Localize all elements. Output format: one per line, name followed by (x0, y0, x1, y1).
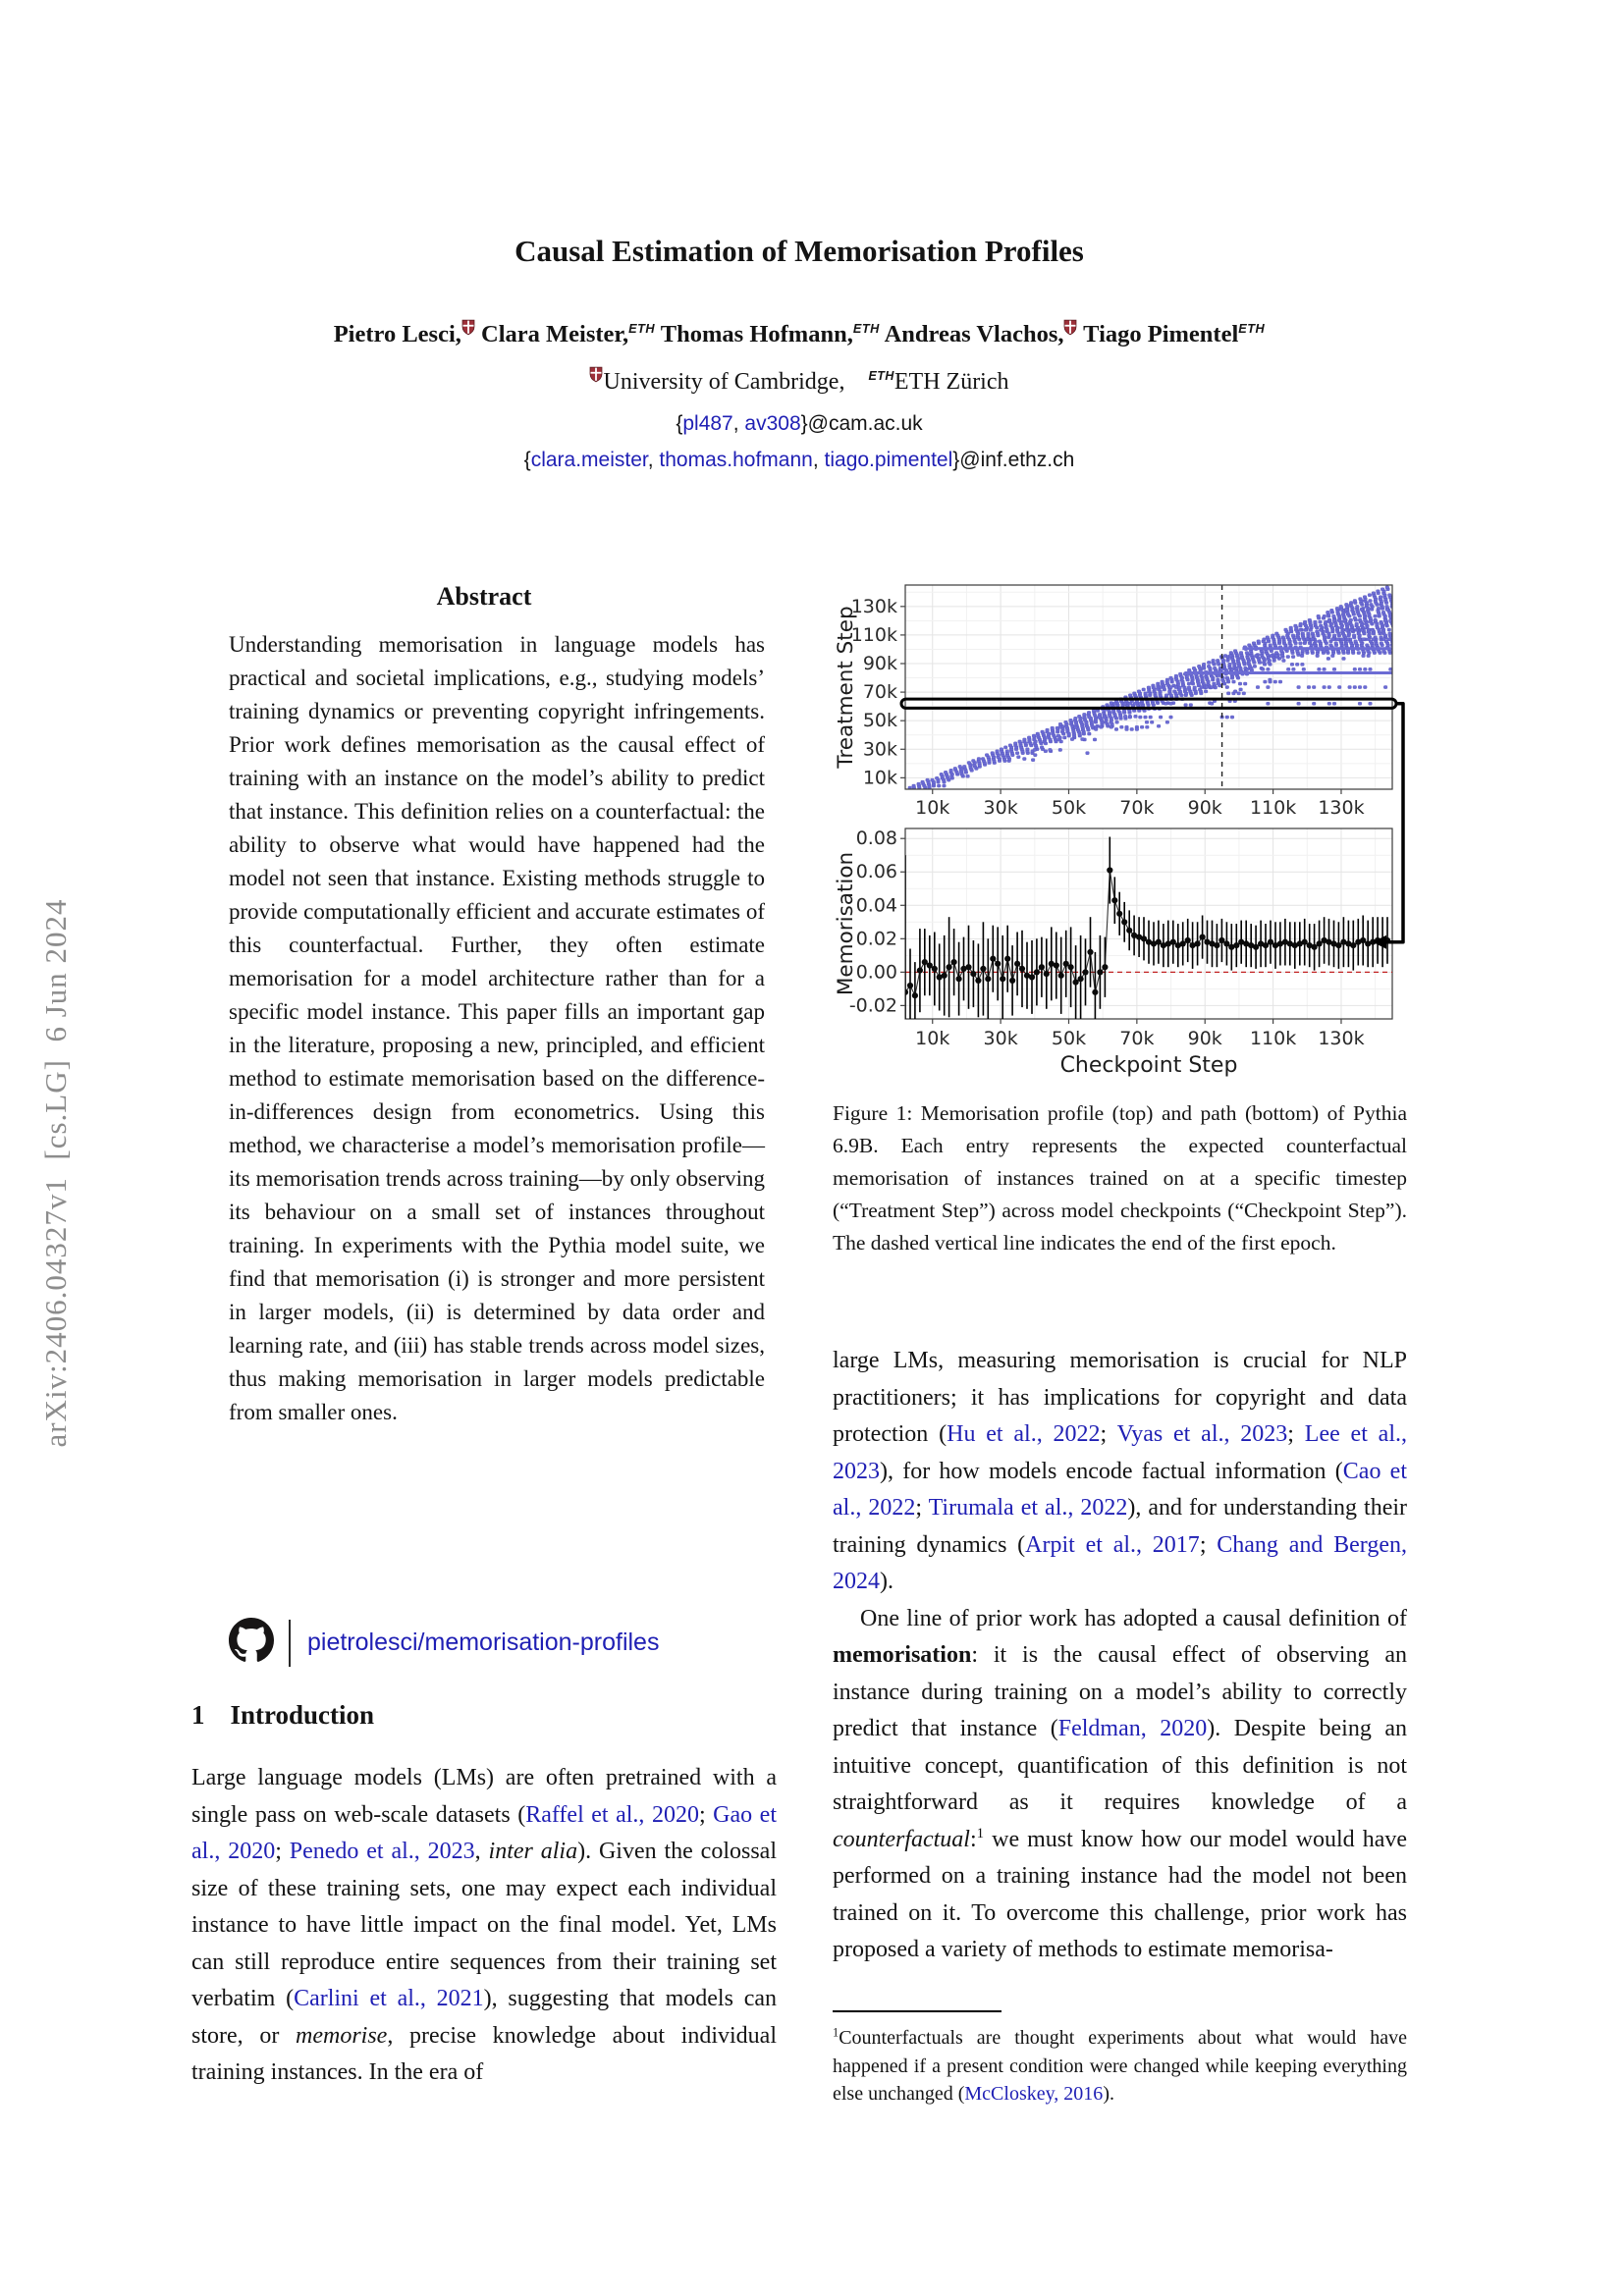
svg-text:130k: 130k (1318, 797, 1365, 819)
svg-text:50k: 50k (1051, 1028, 1087, 1049)
citation-link[interactable]: McCloskey, 2016 (964, 2083, 1104, 2105)
email-link[interactable]: clara.meister (530, 449, 648, 471)
footnote-rule (833, 2010, 1001, 2012)
cambridge-shield-icon (461, 316, 475, 333)
treatment-scatter (908, 586, 1395, 789)
intro-paragraph: Large language models (LMs) are often pretrained with a single pass on web-scale datasets (Raffel et al., 2020; Gao et al., 2020; Penedo et al., 2023, inter alia). Given the colossal size of these training sets, one may expect each individual instance to have little impact on the final model. Yet, LMs can still reproduce entire sequences from their training set verbatim (Carlini et al., 2021), suggesting that models can store, or memorise, precise knowledge about individual training instances. In the era of (191, 1765, 778, 2085)
svg-text:50k: 50k (1051, 797, 1087, 819)
arxiv-stamp: arXiv:2406.04327v1 [cs.LG] 6 Jun 2024 (38, 898, 73, 1448)
svg-text:10k: 10k (915, 1028, 950, 1049)
eth-zurich-logo-icon: ETH (868, 369, 894, 383)
citation-link[interactable]: Penedo et al., 2023 (289, 1839, 475, 1864)
divider (289, 1620, 291, 1667)
connector-line (1385, 704, 1403, 942)
svg-text:70k: 70k (1119, 1028, 1155, 1049)
svg-text:130k: 130k (850, 595, 897, 617)
eth-zurich-logo-icon: ETH (628, 321, 656, 336)
svg-text:90k: 90k (862, 653, 897, 674)
svg-text:0.00: 0.00 (855, 961, 897, 984)
citation-link[interactable]: Vyas et al., 2023 (1116, 1421, 1288, 1447)
figure-1-svg (833, 577, 1407, 1083)
svg-text:50k: 50k (862, 710, 897, 732)
citation-link[interactable]: Lee et al., 2023 (833, 1421, 1408, 1484)
svg-text:110k: 110k (1249, 797, 1297, 819)
cambridge-shield-icon (1063, 316, 1077, 333)
paragraph: large LMs, measuring memorisation is crucial for NLP practitioners; it has implications for copyright and data protection (Hu et al., 2022; Vyas et al., 2023; Lee et al., 2023), for how models encode factual information (Cao et al., 2022; Tirumala et al., 2022), and for understanding their training dynamics (Arpit et al., 2017; Chang and Bergen, 2024). (833, 1348, 1408, 1594)
affiliation-line: University of Cambridge, $^{ETH}$ETH Zürich (191, 363, 1407, 396)
y-axis-label-bottom: Memorisation (834, 851, 858, 996)
citation-link[interactable]: Carlini et al., 2021 (294, 1986, 484, 2011)
svg-text:90k: 90k (1187, 797, 1222, 819)
email-link[interactable]: tiago.pimentel (824, 449, 953, 471)
paper-title: Causal Estimation of Memorisation Profiles (514, 234, 1084, 268)
section-heading-introduction (191, 1700, 777, 1731)
eth-zurich-logo-icon: ETH (1238, 321, 1266, 336)
svg-text:0.06: 0.06 (855, 861, 897, 883)
svg-text:110k: 110k (850, 623, 897, 646)
svg-text:10k: 10k (862, 767, 897, 789)
author-line: Pietro Lesci, Clara Meister,$^{ETH}$ Thomas Hofmann,$^{ETH}$ Andreas Vlachos, Tiago Pimentel$^{ETH}$ (191, 316, 1407, 348)
citation-link[interactable]: Feldman, 2020 (1057, 1716, 1208, 1741)
svg-text:30k: 30k (983, 797, 1018, 819)
y-axis-label-top: Treatment Step (834, 606, 858, 769)
github-icon (229, 1618, 274, 1668)
abstract-heading: Abstract (436, 582, 532, 611)
email-line-eth: {clara.meister, thomas.hofmann, tiago.pimentel}@inf.ethz.ch (523, 449, 1075, 471)
svg-text:110k: 110k (1249, 1028, 1297, 1049)
svg-text:30k: 30k (983, 1028, 1018, 1049)
x-axis-label-bottom: Checkpoint Step (1059, 1053, 1238, 1078)
connector-arrowhead (1373, 935, 1386, 949)
svg-text:0.02: 0.02 (855, 928, 897, 950)
email-link[interactable]: av308 (744, 412, 801, 435)
svg-text:90k: 90k (1187, 1028, 1222, 1049)
svg-text:0.04: 0.04 (855, 894, 897, 917)
column2-body (833, 1343, 1407, 1969)
github-repo-link[interactable]: pietrolesci/memorisation-profiles (307, 1629, 660, 1656)
abstract-text: Understanding memorisation in language models has practical and societal implications, e.g., studying models’ training dynamics or preventing copyright infringements. Prior work defines memorisation as the causal effect of training with an instance on the model’s ability to predict that instance. This definition relies on a counterfactual: the ability to observe what would have happened had the model not seen that instance. Existing methods struggle to provide computationally efficient and accurate estimates of this counterfactual. Further, they often estimate memorisation for a model architecture rather than for a specific model instance. This paper fills an important gap in the literature, proposing a new, principled, and efficient method to estimate memorisation based on the difference-in-differences design from econometrics. Using this method, we characterise a model’s memorisation profile—its memorisation trends across training—by only observing its behaviour on a small set of instances throughout training. In experiments with the Pythia model suite, we find that memorisation (i) is stronger and more persistent in larger models, (ii) is determined by data order and learning rate, and (iii) has stable trends across model sizes, thus making memorisation in larger models predictable from smaller ones. (229, 632, 765, 1424)
svg-text:-0.02: -0.02 (848, 994, 897, 1017)
figure-1-caption: Figure 1: Memorisation profile (top) and path (bottom) of Pythia 6.9B. Each entry represents the expected counterfactual memorisation of instances trained on at a specific timestep (“Treatment Step”) across model checkpoints (“Checkpoint Step”). The dashed vertical line indicates the end of the first epoch. (833, 1101, 1407, 1255)
section-title: Introduction (230, 1700, 375, 1730)
github-repo-row[interactable] (229, 1618, 759, 1668)
citation-link[interactable]: Arpit et al., 2017 (1025, 1531, 1200, 1558)
citation-link[interactable]: Tirumala et al., 2022 (928, 1495, 1128, 1521)
cambridge-shield-icon (589, 363, 603, 380)
svg-text:10k: 10k (915, 797, 950, 819)
citation-link[interactable]: Chang and Bergen, 2024 (833, 1531, 1407, 1594)
svg-text:30k: 30k (862, 738, 897, 761)
section-number: 1 (191, 1700, 205, 1730)
email-line-cambridge: {pl487, av308}@cam.ac.uk (676, 412, 923, 435)
email-link[interactable]: pl487 (682, 412, 733, 435)
citation-link[interactable]: Gao et al., 2020 (191, 1801, 778, 1864)
citation-link[interactable]: Raffel et al., 2020 (525, 1801, 699, 1828)
svg-text:70k: 70k (862, 681, 897, 704)
email-link[interactable]: thomas.hofmann (659, 449, 813, 471)
paragraph: One line of prior work has adopted a causal definition of memorisation: it is the causal effect of observing an instance during training on a model’s ability to correctly predict that instance (Feldman, 2020). Despite being an intuitive concept, quantification of this definition is not straightforward as it requires knowledge of a counterfactual:$^1$ we must know how our model would have performed on a training instance had the model not been trained on it. To overcome this challenge, prior work has proposed a variety of methods to estimate memorisa- (833, 1605, 1407, 1962)
figure-1-charts (833, 577, 1407, 1083)
svg-text:130k: 130k (1318, 1028, 1365, 1049)
eth-zurich-logo-icon: ETH (852, 321, 880, 336)
svg-text:0.08: 0.08 (855, 828, 897, 850)
footnote-text: $^1$Counterfactuals are thought experiments about what would have happened if a present condition were changed while keeping everything else unchanged (McCloskey, 2016). (833, 2025, 1407, 2105)
citation-link[interactable]: Cao et al., 2022 (833, 1458, 1407, 1521)
svg-text:70k: 70k (1119, 797, 1155, 819)
citation-link[interactable]: Hu et al., 2022 (947, 1421, 1101, 1447)
